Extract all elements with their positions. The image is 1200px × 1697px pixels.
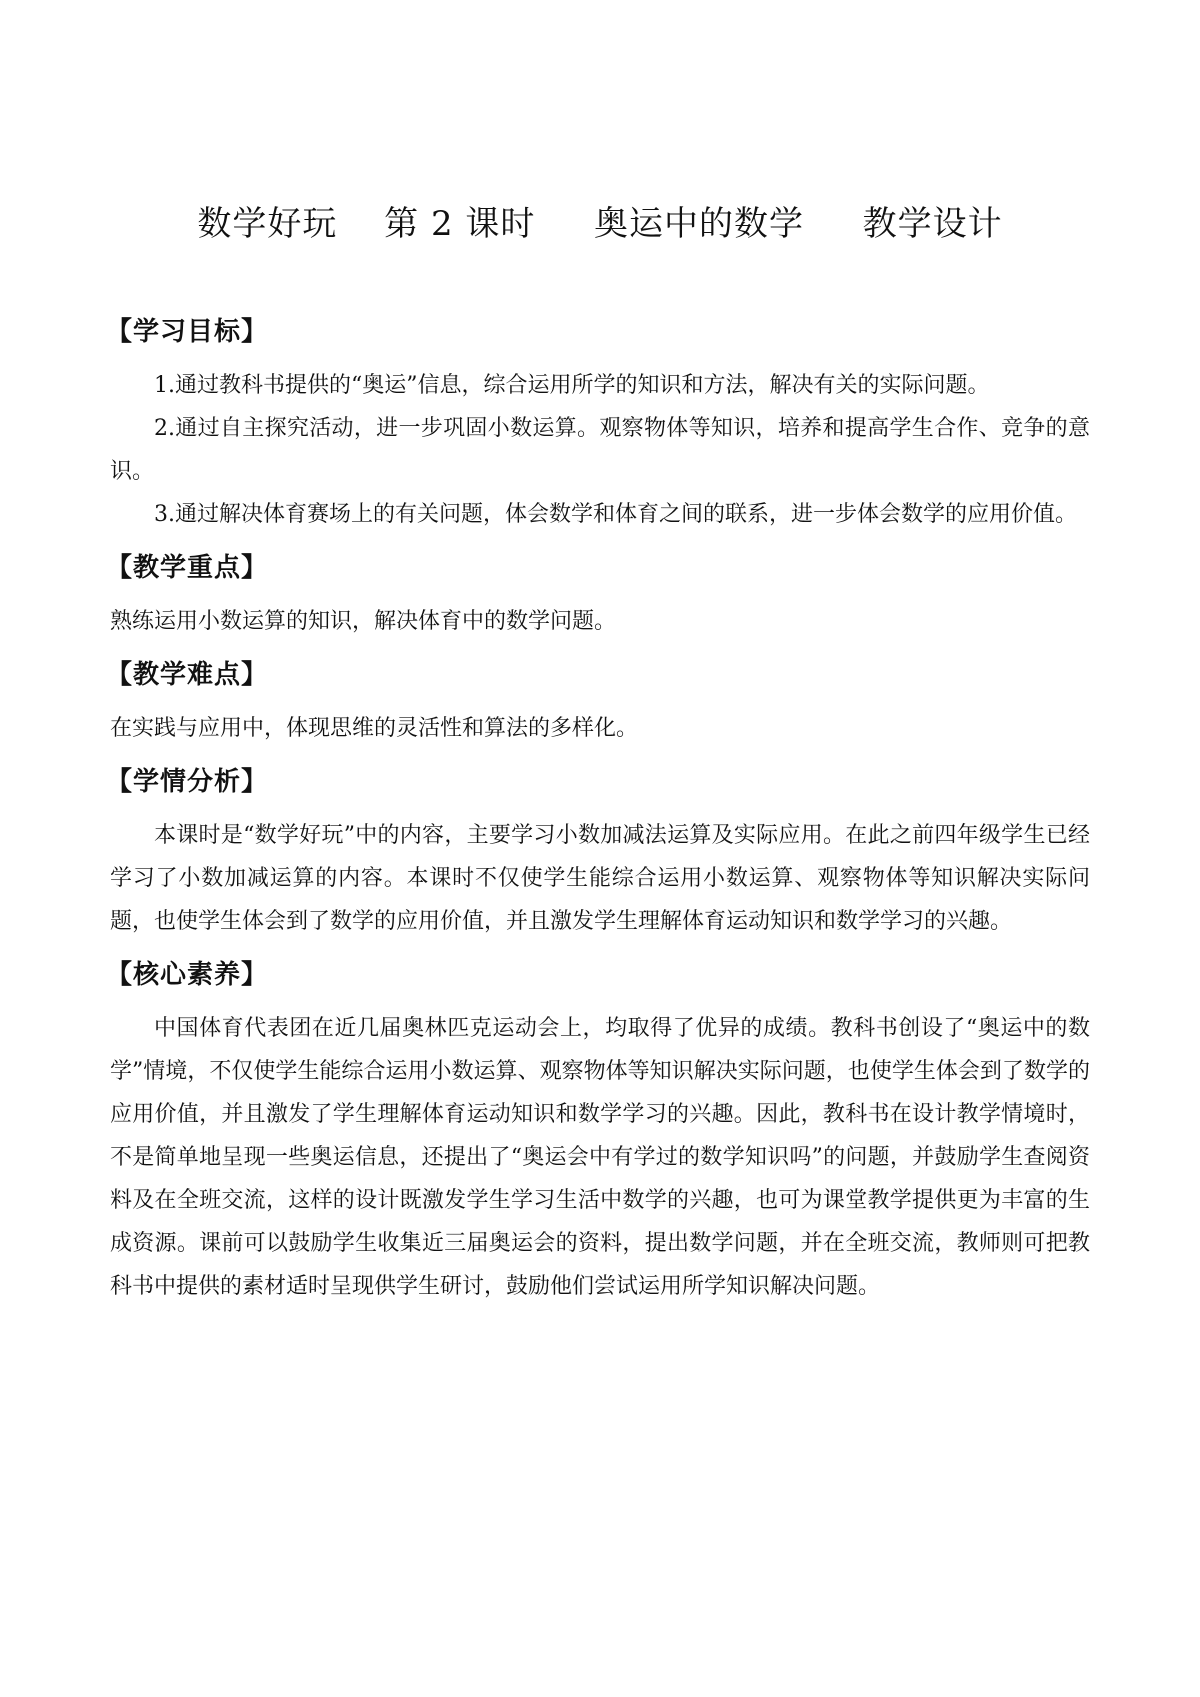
- document-title: 数学好玩 第 2 课时 奥运中的数学 教学设计: [197, 204, 1003, 244]
- paragraph: 2.通过自主探究活动，进一步巩固小数运算。观察物体等知识，培养和提高学生合作、竞争的意识。: [110, 416, 1090, 484]
- paragraph: 中国体育代表团在近几届奥林匹克运动会上，均取得了优异的成绩。教科书创设了“奥运中的数学”情境，不仅使学生能综合运用小数运算、观察物体等知识解决实际问题，也使学生体会到了数学的应用价值，并且激发了学生理解体育运动知识和数学学习的兴趣。因此，教科书在设计教学情境时，不是简单地呈现一些奥运信息，还提出了“奥运会中有学过的数学知识吗”的问题，并鼓励学生查阅资料及在全班交流，这样的设计既激发学生学习生活中数学的兴趣，也可为课堂教学提供更为丰富的生成资源。课前可以鼓励学生收集近三届奥运会的资料，提出数学问题，并在全班交流，教师则可把教科书中提供的素材适时呈现供学生研讨，鼓励他们尝试运用所学知识解决问题。: [110, 1016, 1090, 1299]
- section-heading: 【学习目标】: [106, 317, 269, 347]
- section-heading: 【教学重点】: [106, 553, 269, 583]
- section-heading: 【学情分析】: [106, 767, 269, 797]
- paragraph: 熟练运用小数运算的知识，解决体育中的数学问题。: [110, 609, 617, 634]
- section-student-analysis: [106, 762, 1090, 943]
- spacer: [110, 943, 1090, 955]
- section-teaching-difficulty: [106, 655, 1090, 750]
- spacer: [110, 536, 1090, 548]
- spacer: [110, 750, 1090, 762]
- paragraph: 3.通过解决体育赛场上的有关问题，体会数学和体育之间的联系，进一步体会数学的应用价值。: [154, 502, 1077, 527]
- spacer: [110, 643, 1090, 655]
- section-heading: 【核心素养】: [106, 960, 269, 990]
- section-heading: 【教学难点】: [106, 660, 269, 690]
- section-teaching-focus: [106, 548, 1090, 643]
- section-core-literacy: [106, 955, 1090, 1308]
- paragraph: 1.通过教科书提供的“奥运”信息，综合运用所学的知识和方法，解决有关的实际问题。: [154, 373, 990, 398]
- paragraph: 在实践与应用中，体现思维的灵活性和算法的多样化。: [110, 716, 639, 741]
- document-body: [106, 312, 1090, 1308]
- paragraph: 本课时是“数学好玩”中的内容，主要学习小数加减法运算及实际应用。在此之前四年级学生已经学习了小数加减运算的内容。本课时不仅使学生能综合运用小数运算、观察物体等知识解决实际问题，也使学生体会到了数学的应用价值，并且激发学生理解体育运动知识和数学学习的兴趣。: [110, 823, 1090, 934]
- section-learning-objectives: [106, 312, 1090, 536]
